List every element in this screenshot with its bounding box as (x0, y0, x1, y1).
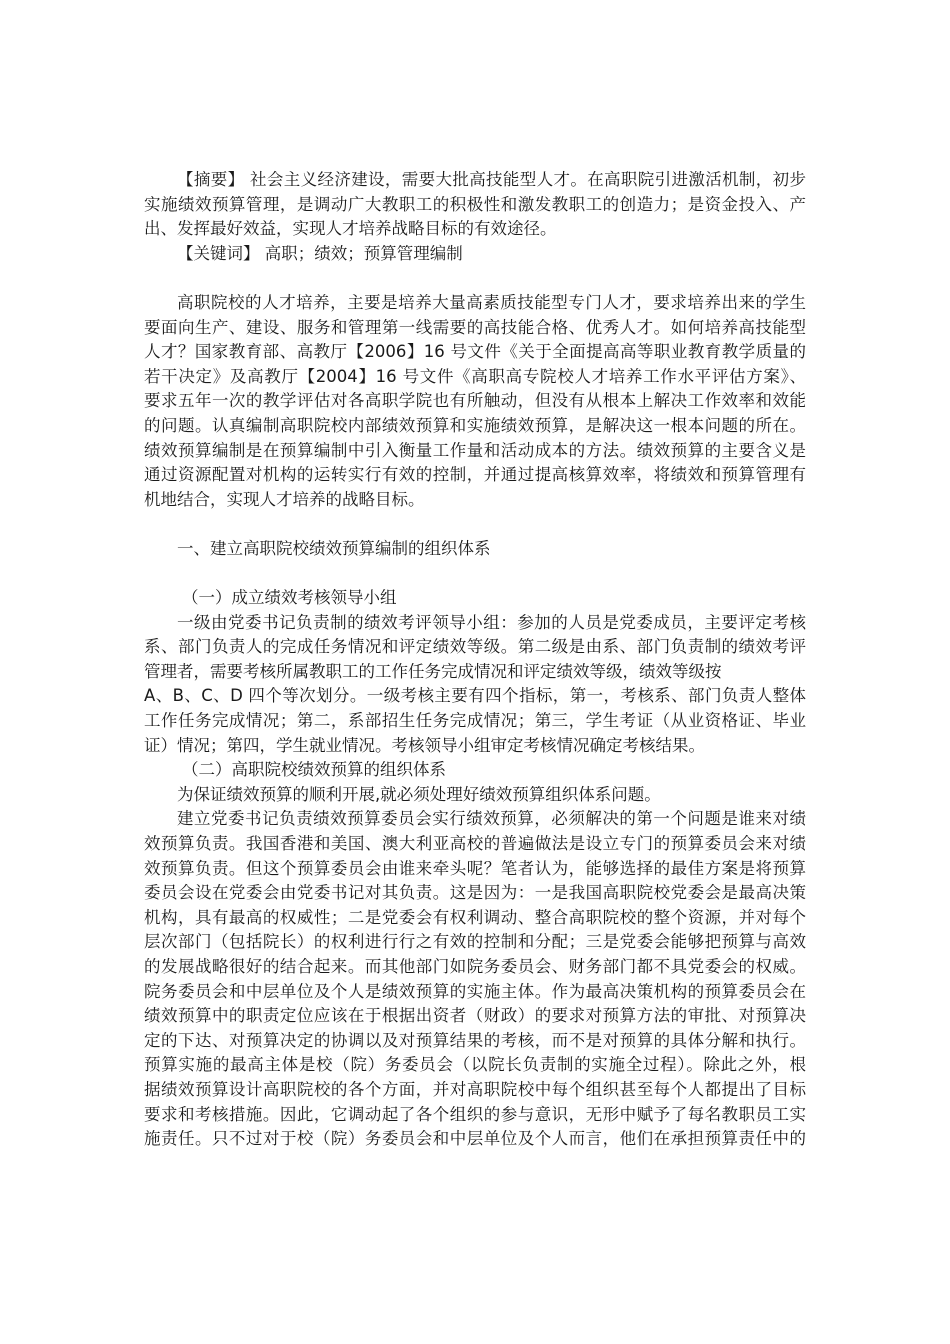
body-line: 的发展战略很好的结合起来。而其他部门如院务委员会、财务部门都不具党委会的权威。 (144, 957, 806, 976)
subsection-heading: （一）成立绩效考核领导小组 (182, 588, 397, 608)
body-line: 建立党委书记负责绩效预算委员会实行绩效预算，必须解决的第一个问题是谁来对绩 (177, 809, 806, 829)
spacer (144, 512, 806, 537)
subsection-heading: （二）高职院校绩效预算的组织体系 (182, 760, 446, 780)
keywords-line (144, 242, 806, 267)
intro-line: 若干决定》及高教厅【2004】16 号文件《高职高专院校人才培养工作水平评估方案》、 (144, 366, 806, 386)
abstract-line: 实施绩效预算管理，是调动广大教职工的积极性和激发教职工的创造力；是资金投入、产 (144, 194, 806, 214)
body-line: 机构，具有最高的权威性；二是党委会有权利调动、整合高职院校的整个资源，并对每个 (144, 907, 806, 927)
body-line: 施责任。只不过对于校（院）务委员会和中层单位及个人而言，他们在承担预算责任中的 (144, 1129, 806, 1149)
body-line: 委员会设在党委会由党委书记对其负责。这是因为：一是我国高职院校党委会是最高决策 (144, 883, 806, 903)
keywords-label: 【关键词】 (177, 243, 260, 263)
spacer (144, 562, 806, 587)
body-line: 预算实施的最高主体是校（院）务委员会（以院长负责制的实施全过程）。除此之外，根 (144, 1055, 806, 1075)
body-line: 效预算负责。我国香港和美国、澳大利亚高校的普遍做法是设立专门的预算委员会来对绩 (144, 834, 806, 854)
body-line: 据绩效预算设计高职院校的各个方面，并对高职院校中每个组织甚至每个人都提出了目标 (144, 1079, 806, 1099)
intro-line: 要求五年一次的教学评估对各高职学院也有所触动，但没有从根本上解决工作效率和效能 (144, 391, 806, 411)
intro-line: 人才？国家教育部、高教厅【2006】16 号文件《关于全面提高高等职业教育教学质量的 (144, 342, 806, 362)
abstract-line: 出、发挥最好效益，实现人才培养战略目标的有效途径。 (144, 219, 557, 239)
abstract-label: 【摘要】 (177, 170, 245, 189)
body-line: 一级由党委书记负责制的绩效考评领导小组：参加的人员是党委成员，主要评定考核 (177, 612, 806, 632)
body-line: 证）情况；第四，学生就业情况。考核领导小组审定考核情况确定考核结果。 (144, 735, 705, 755)
body-line: 院务委员会和中层单位及个人是绩效预算的实施主体。作为最高决策机构的预算委员会在 (144, 981, 806, 1001)
body-line: A、B、C、D 四个等次划分。一级考核主要有四个指标，第一，考核系、部门负责人整体 (144, 686, 806, 706)
abstract-text: 社会主义经济建设，需要大批高技能型人才。在高职院引进激活机制，初步 (244, 170, 806, 189)
intro-line: 的问题。认真编制高职院校内部绩效预算和实施绩效预算，是解决这一根本问题的所在。 (144, 415, 806, 435)
body-line: 为保证绩效预算的顺利开展,就必须处理好绩效预算组织体系问题。 (177, 784, 661, 804)
body-line: 工作任务完成情况；第二，系部招生任务完成情况；第三，学生考证（从业资格证、毕业 (144, 711, 806, 731)
keywords-text: 高职；绩效；预算管理编制 (259, 243, 463, 263)
body-line: 效预算负责。但这个预算委员会由谁来牵头呢？笔者认为，能够选择的最佳方案是将预算 (144, 858, 806, 878)
intro-line: 高职院校的人才培养，主要是培养大量高素质技能型专门人才，要求培养出来的学生 (177, 292, 806, 312)
body-line: 绩效预算中的职责定位应该在于根据出资者（财政）的要求对预算方法的审批、对预算决 (144, 1006, 806, 1026)
intro-line: 通过资源配置对机构的运转实行有效的控制，并通过提高核算效率，将绩效和预算管理有 (144, 465, 806, 485)
intro-line: 机地结合，实现人才培养的战略目标。 (144, 489, 425, 509)
body-line: 定的下达、对预算决定的协调以及对预算结果的考核，而不是对预算的具体分解和执行。 (144, 1030, 806, 1050)
body-line: 系、部门负责人的完成任务情况和评定绩效等级。第二级是由系、部门负责制的绩效考评 (144, 637, 806, 657)
document-page (144, 168, 806, 1152)
body-line: 要求和考核措施。因此，它调动起了各个组织的参与意识，无形中赋予了每名教职员工实 (144, 1104, 806, 1124)
body-line: 层次部门（包括院长）的权利进行行之有效的控制和分配；三是党委会能够把预算与高效 (144, 932, 806, 952)
intro-line: 绩效预算编制是在预算编制中引入衡量工作量和活动成本的方法。绩效预算的主要含义是 (144, 440, 806, 460)
abstract-line (144, 168, 806, 193)
spacer (144, 266, 806, 291)
body-line: 管理者，需要考核所属教职工的工作任务完成情况和评定绩效等级，绩效等级按 (144, 661, 722, 681)
section-heading: 一、建立高职院校绩效预算编制的组织体系 (177, 538, 491, 558)
intro-line: 要面向生产、建设、服务和管理第一线需要的高技能合格、优秀人才。如何培养高技能型 (144, 317, 806, 337)
